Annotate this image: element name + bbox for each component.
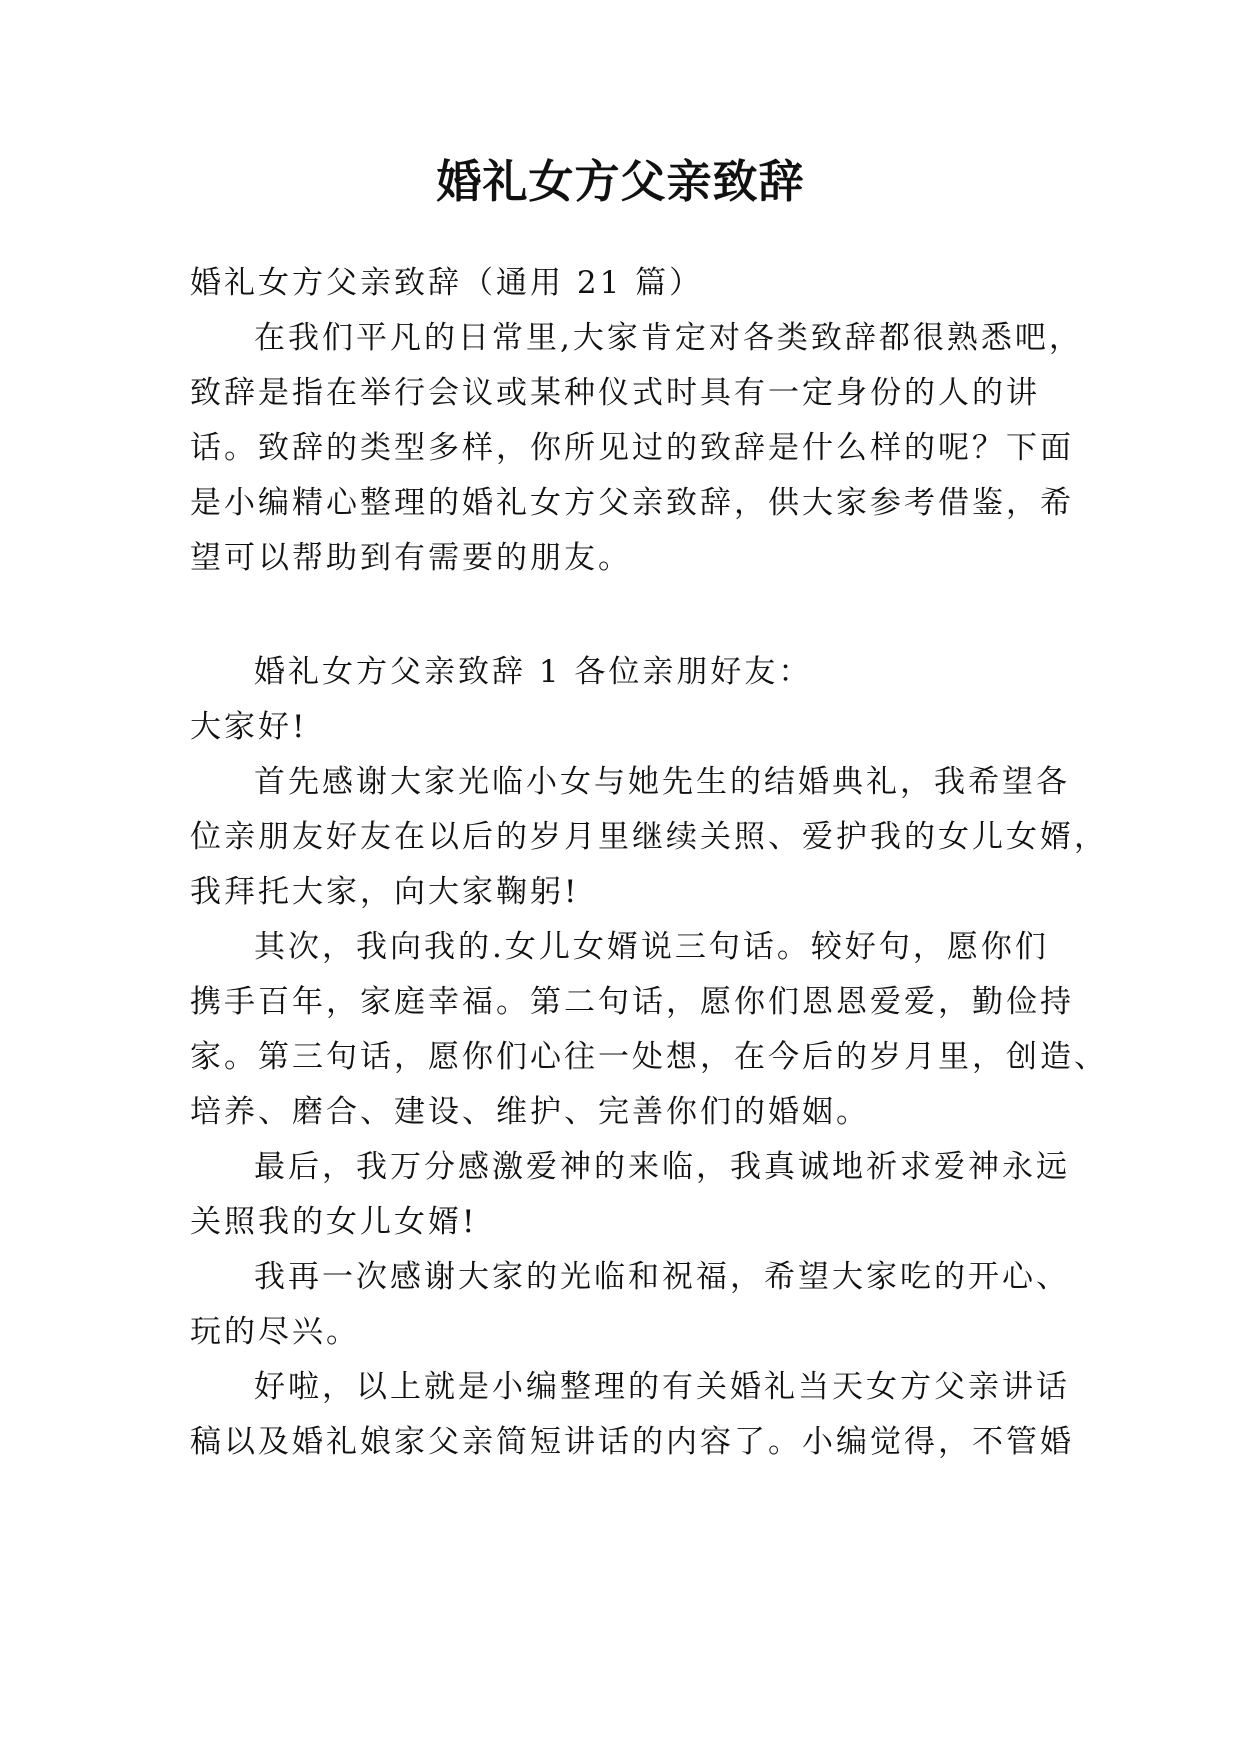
text-line: 望可以帮助到有需要的朋友。	[190, 540, 632, 576]
text-line: 大家好!	[190, 709, 308, 745]
text-line: 最后，我万分感激爱神的来临，我真诚地祈求爱神永远	[254, 1149, 1070, 1185]
text-line: 是小编精心整理的婚礼女方父亲致辞，供大家参考借鉴，希	[190, 485, 1074, 521]
text-line: 玩的尽兴。	[190, 1314, 360, 1350]
text-line: 致辞是指在举行会议或某种仪式时具有一定身份的人的讲	[190, 375, 1040, 411]
text-line: 其次，我向我的.女儿女婿说三句话。较好句，愿你们	[254, 929, 1049, 965]
document-title: 婚礼女方父亲致辞	[436, 155, 805, 208]
text-line: 稿以及婚礼娘家父亲简短讲话的内容了。小编觉得，不管婚	[190, 1424, 1074, 1460]
text-line: 携手百年，家庭幸福。第二句话，愿你们恩恩爱爱，勤俭持	[190, 984, 1074, 1020]
text-line: 我再一次感谢大家的光临和祝福，希望大家吃的开心、	[254, 1259, 1070, 1295]
text-line: 关照我的女儿女婿!	[190, 1204, 478, 1240]
text-line: 好啦，以上就是小编整理的有关婚礼当天女方父亲讲话	[254, 1369, 1070, 1405]
text-line: 话。致辞的类型多样，你所见过的致辞是什么样的呢？下面	[190, 430, 1074, 466]
text-line: 培养、磨合、建设、维护、完善你们的婚姻。	[190, 1094, 870, 1130]
text-line: 我拜托大家，向大家鞠躬!	[190, 874, 580, 910]
section-heading-line: 婚礼女方父亲致辞 1 各位亲朋好友：	[254, 654, 813, 690]
subtitle-line: 婚礼女方父亲致辞（通用 21 篇）	[190, 265, 704, 301]
text-line: 位亲朋友好友在以后的岁月里继续关照、爱护我的女儿女婿，	[190, 819, 1108, 855]
text-line: 首先感谢大家光临小女与她先生的结婚典礼，我希望各	[254, 764, 1070, 800]
text-line: 在我们平凡的日常里,大家肯定对各类致辞都很熟悉吧，	[254, 320, 1083, 356]
text-line: 家。第三句话，愿你们心往一处想，在今后的岁月里，创造、	[190, 1039, 1108, 1075]
